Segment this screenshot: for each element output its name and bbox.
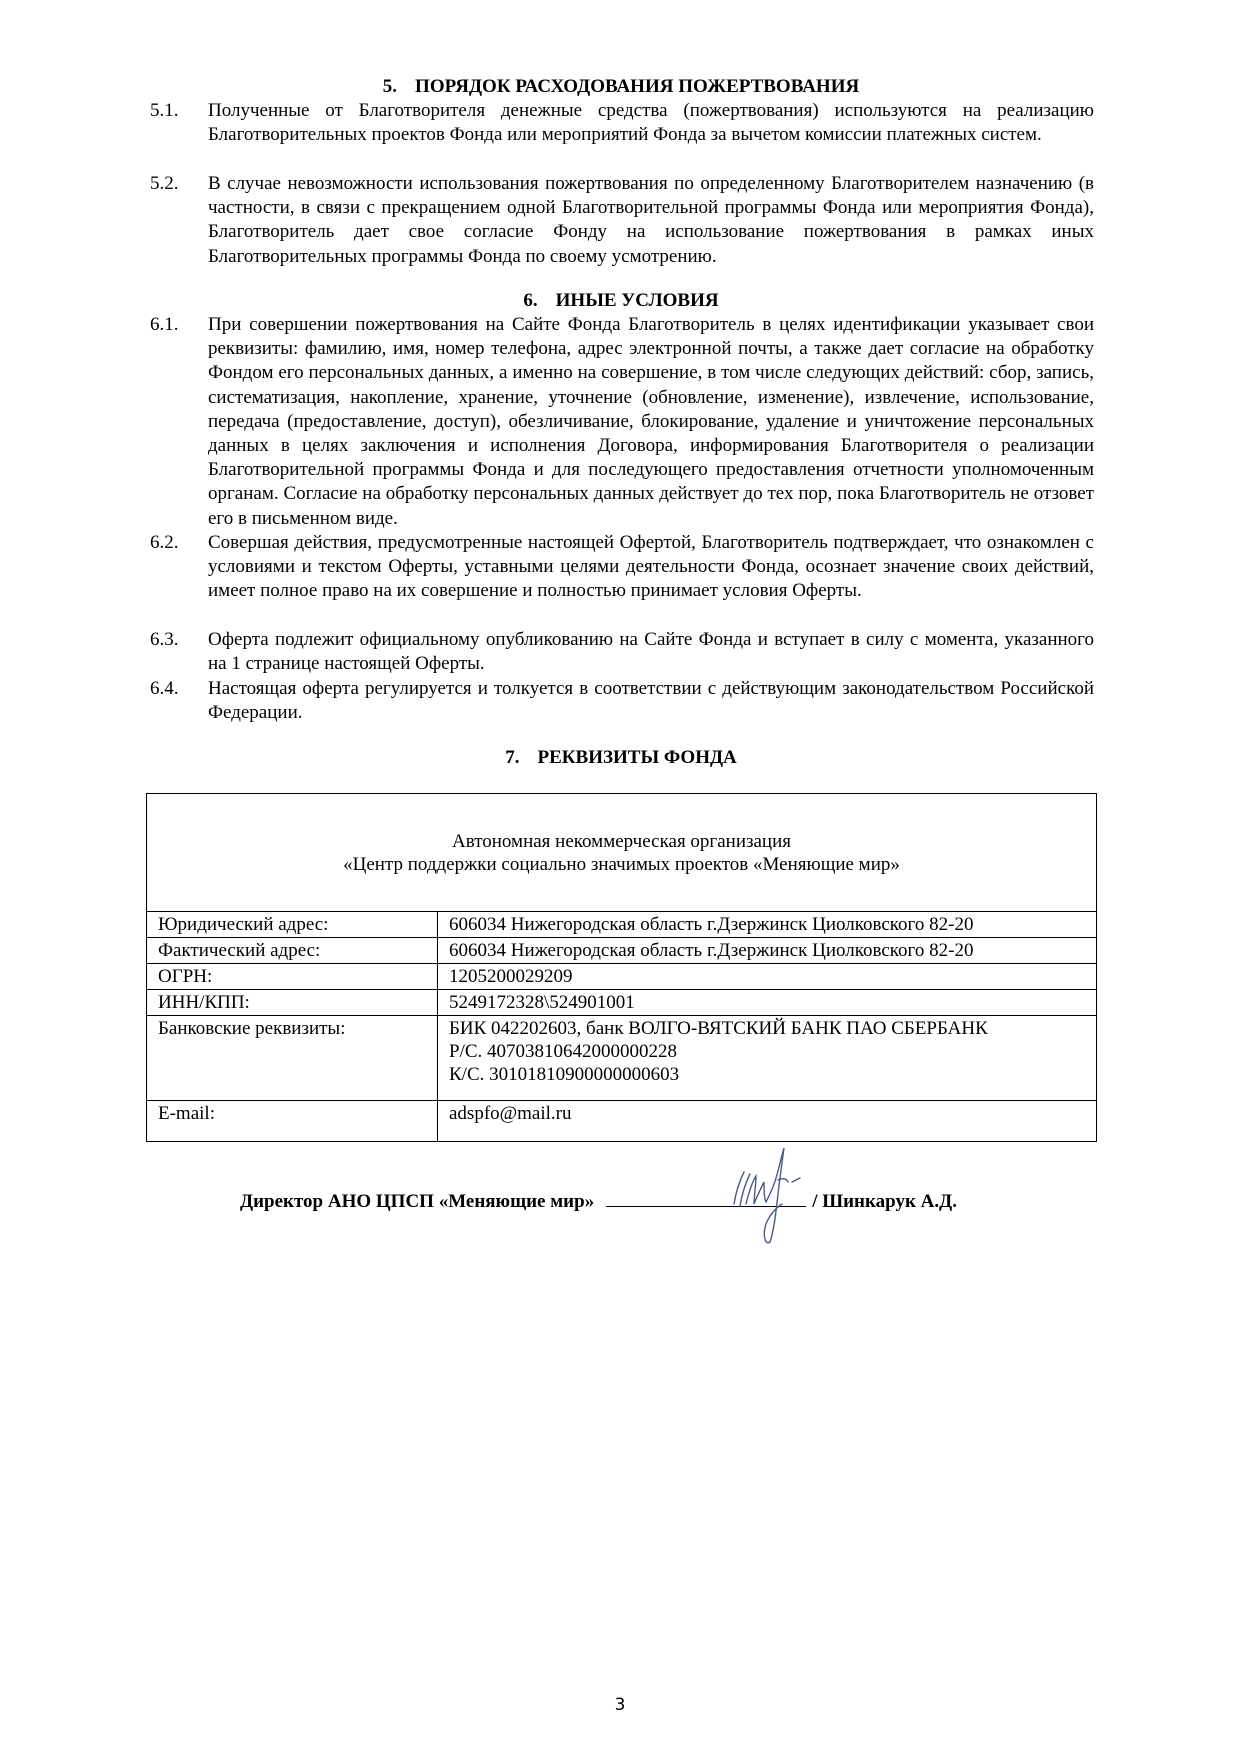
clause-number: 6.4.	[150, 678, 179, 699]
clause-number: 5.1.	[150, 100, 179, 121]
director-position: Директор АНО ЦПСП «Меняющие мир»	[240, 1191, 595, 1212]
clause-text: Полученные от Благотворителя денежные средства (пожертвования) используются на реализацию Благотворительных проектов Фонда или мероприятий Фонда за вычетом комиссии платежных систем.	[208, 100, 1094, 146]
section-number: 5.	[382, 76, 398, 97]
table-row	[147, 912, 1097, 938]
ogrn-label: ОГРН:	[147, 964, 438, 990]
table-row	[147, 1016, 1097, 1101]
page-number: 3	[614, 1695, 626, 1715]
clause-number: 6.2.	[150, 532, 179, 553]
handwritten-signature-icon	[720, 1142, 840, 1252]
clause-6-4	[150, 677, 1094, 725]
bank-settlement-account: Р/С. 40703810642000000228	[449, 1041, 678, 1062]
actual-address-value: 606034 Нижегородская область г.Дзержинск Циолковского 82-20	[438, 938, 1097, 964]
signature-line	[240, 1188, 957, 1214]
section-title: ПОРЯДОК РАСХОДОВАНИЯ ПОЖЕРТВОВАНИЯ	[415, 76, 860, 97]
clause-number: 5.2.	[150, 173, 179, 194]
clause-text: При совершении пожертвования на Сайте Фонда Благотворитель в целях идентификации указывает свои реквизиты: фамилию, имя, номер телефона, адрес электронной почты, а также дает согласие на обработку Фондом его персональных данных, а именно на совершение, в том числе следующих действий: сбор, запись, систематизация, накопление, хранение, уточнение (обновление, изменение), извлечение, использование, передача (предоставление, доступ), обезличивание, блокирование, удаление и уничтожение персональных данных в целях заключения и исполнения Договора, информирования Благотворителя о реализации Благотворительной программы Фонда и для последующего предоставления отчетности уполномоченным органам. Согласие на обработку персональных данных действует до тех пор, пока Благотворитель не отзовет его в письменном виде.	[208, 314, 1094, 529]
clause-text: Настоящая оферта регулируется и толкуется в соответствии с действующим законодательством Российской Федерации.	[208, 678, 1094, 724]
clause-6-1	[150, 313, 1094, 531]
actual-address-label: Фактический адрес:	[147, 938, 438, 964]
clause-6-2	[150, 531, 1094, 604]
section-title: РЕКВИЗИТЫ ФОНДА	[537, 747, 737, 768]
bank-details-label: Банковские реквизиты:	[147, 1016, 438, 1101]
legal-address-label: Юридический адрес:	[147, 912, 438, 938]
org-header-row	[147, 794, 1097, 912]
clause-number: 6.1.	[150, 314, 179, 335]
director-name: / Шинкарук А.Д.	[812, 1191, 957, 1212]
org-name-cell	[147, 794, 1097, 912]
clause-text: Совершая действия, предусмотренные настоящей Офертой, Благотворитель подтверждает, что ознакомлен с условиями и текстом Оферты, уставными целями деятельности Фонда, осознает значение своих действий, имеет полное право на их совершение и полностью принимает условия Оферты.	[208, 532, 1094, 602]
org-name: «Центр поддержки социально значимых проектов «Меняющие мир»	[343, 853, 900, 875]
clause-5-2	[150, 172, 1094, 269]
bank-details-value	[438, 1016, 1097, 1101]
section-7-heading	[146, 746, 1096, 770]
ogrn-value: 1205200029209	[438, 964, 1097, 990]
clause-number: 6.3.	[150, 629, 179, 650]
bank-corr-account: К/С. 30101810900000000603	[449, 1064, 680, 1085]
requisites-table	[146, 793, 1097, 1142]
table-row	[147, 990, 1097, 1016]
inn-kpp-value: 5249172328\524901001	[438, 990, 1097, 1016]
email-label: E-mail:	[147, 1101, 438, 1142]
org-type: Автономная некоммерческая организация	[451, 830, 792, 852]
section-number: 6.	[523, 290, 538, 311]
section-6-heading	[146, 289, 1096, 313]
table-row	[147, 1101, 1097, 1142]
section-5-heading	[146, 75, 1096, 99]
clause-6-3	[150, 628, 1094, 676]
section-number: 7.	[505, 747, 520, 768]
table-row	[147, 964, 1097, 990]
legal-address-value: 606034 Нижегородская область г.Дзержинск Циолковского 82-20	[438, 912, 1097, 938]
clause-text: В случае невозможности использования пожертвования по определенному Благотворителем назначению (в частности, в связи с прекращением одной Благотворительной программы Фонда или мероприятия Фонда), Благотворитель дает свое согласие Фонду на использование пожертвования в рамках иных Благотворительных программы Фонда по своему усмотрению.	[208, 173, 1094, 267]
section-title: ИНЫЕ УСЛОВИЯ	[555, 290, 719, 311]
clause-5-1	[150, 99, 1094, 147]
clause-text: Оферта подлежит официальному опубликованию на Сайте Фонда и вступает в силу с момента, указанного на 1 странице настоящей Оферты.	[208, 629, 1094, 675]
bank-bik: БИК 042202603, банк ВОЛГО-ВЯТСКИЙ БАНК ПАО СБЕРБАНК	[449, 1018, 988, 1039]
table-row	[147, 938, 1097, 964]
email-value: adspfo@mail.ru	[438, 1101, 1097, 1142]
inn-kpp-label: ИНН/КПП:	[147, 990, 438, 1016]
